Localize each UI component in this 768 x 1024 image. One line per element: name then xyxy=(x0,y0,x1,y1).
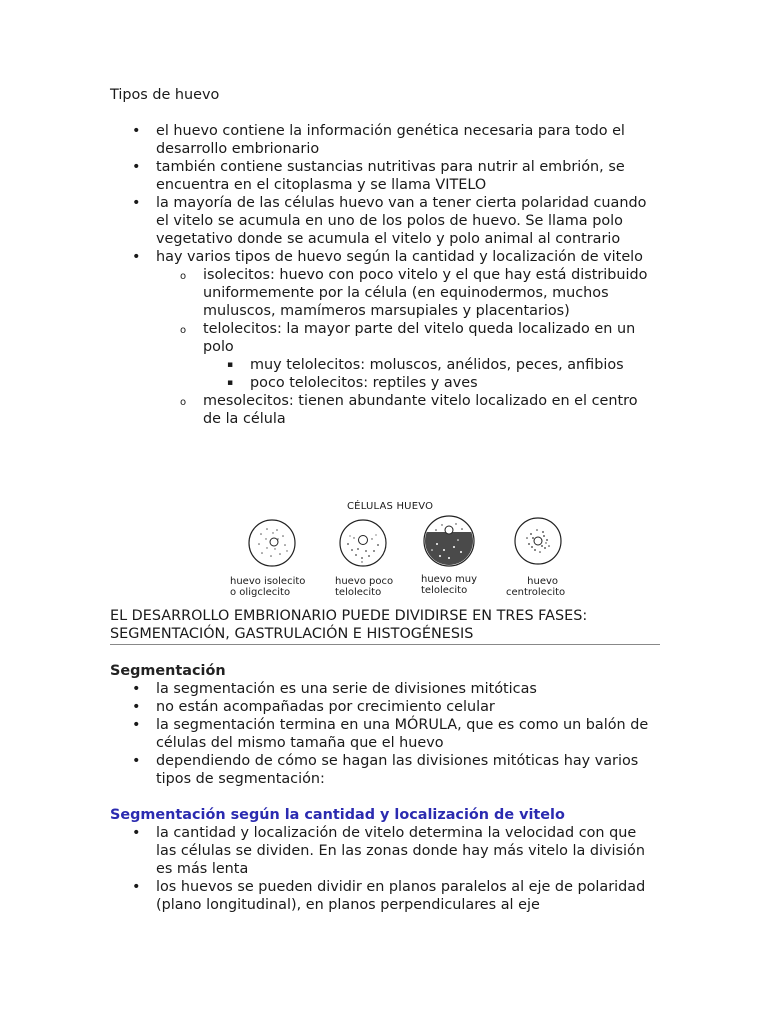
list-item-text: la cantidad y localización de vitelo determina la velocidad con que las células se dividen. En las zonas donde hay más vitelo la división es más lenta xyxy=(156,825,645,877)
label-line: huevo muy xyxy=(421,574,478,585)
list-item-text: los huevos se pueden dividir en planos paralelos al eje de polaridad (plano longitudinal), en planos perpendiculares al eje xyxy=(156,879,646,913)
list-item xyxy=(110,248,660,428)
list-item xyxy=(110,716,660,752)
list-item-text: la segmentación es una serie de divisiones mitóticas xyxy=(156,681,537,697)
egg-bullets xyxy=(110,122,660,428)
list-item xyxy=(110,194,660,248)
list-item xyxy=(110,698,660,716)
list-item-text: la segmentación termina en una MÓRULA, que es como un balón de células del mismo tamaña que el huevo xyxy=(156,717,649,751)
list-item-text: telolecitos: la mayor parte del vitelo queda localizado en un polo xyxy=(203,321,636,355)
list-item xyxy=(110,392,660,428)
centrolecito-cell-icon xyxy=(513,516,563,566)
poco-telolecito-cell-icon xyxy=(338,518,388,568)
egg-types-list xyxy=(156,266,660,428)
list-item-text: dependiendo de cómo se hagan las divisiones mitóticas hay varios tipos de segmentación: xyxy=(156,753,639,787)
poco-telolecito-label xyxy=(335,576,393,598)
list-item xyxy=(110,266,660,320)
figure-title: CÉLULAS HUEVO xyxy=(347,501,434,512)
list-item-text: hay varios tipos de huevo según la cantidad y localización de vitelo xyxy=(156,249,643,265)
list-item-text: muy telolecitos: moluscos, anélidos, peces, anfibios xyxy=(250,357,624,373)
segmentacion-vitelo-heading: Segmentación según la cantidad y localización de vitelo xyxy=(110,807,565,823)
muy-telolecito-label xyxy=(421,574,477,596)
list-item xyxy=(110,320,660,392)
segmentacion-heading: Segmentación xyxy=(110,663,226,679)
list-item-text: poco telolecitos: reptiles y aves xyxy=(250,375,478,391)
list-item xyxy=(110,824,660,878)
list-item-text: mesolecitos: tienen abundante vitelo localizado en el centro de la célula xyxy=(203,393,638,427)
list-item xyxy=(110,752,660,788)
phases-heading: EL DESARROLLO EMBRIONARIO PUEDE DIVIDIRSE EN TRES FASES: SEGMENTACIÓN, GASTRULACIÓN E HISTOGÉNESIS xyxy=(110,607,660,645)
list-item xyxy=(110,878,660,914)
list-item xyxy=(110,158,660,194)
label-line: huevo isolecito xyxy=(230,576,306,587)
list-item-text: el huevo contiene la información genética necesaria para todo el desarrollo embrionario xyxy=(156,123,625,157)
isolecito-cell-icon xyxy=(247,518,297,568)
label-line: o oligclecito xyxy=(230,587,291,598)
label-line: huevo xyxy=(527,576,559,587)
section-title: Tipos de huevo xyxy=(110,87,220,103)
list-item xyxy=(110,356,660,374)
list-item-text: también contiene sustancias nutritivas para nutrir al embrión, se encuentra en el citoplasma y se llama VITELO xyxy=(156,159,625,193)
segmentacion-bullets xyxy=(110,680,660,788)
segmentacion-vitelo-bullets xyxy=(110,824,660,914)
list-item-text: la mayoría de las células huevo van a tener cierta polaridad cuando el vitelo se acumula en uno de los polos de huevo. Se llama polo vegetativo donde se acumula el vitelo y polo animal al contrario xyxy=(156,195,647,247)
list-item-text: isolecitos: huevo con poco vitelo y el que hay está distribuido uniformemente por la célula (en equinodermos, muchos muluscos, mamímeros marsupiales y placentarios) xyxy=(203,267,648,319)
muy-telolecito-cell-icon xyxy=(422,514,476,568)
label-line: telolecito xyxy=(421,585,468,596)
egg-cells-figure xyxy=(230,492,590,602)
list-item-text: no están acompañadas por crecimiento celular xyxy=(156,699,495,715)
centrolecito-label xyxy=(506,576,566,598)
list-item xyxy=(110,680,660,698)
label-line: centrolecito xyxy=(506,587,566,598)
label-line: telolecito xyxy=(335,587,382,598)
isolecito-label xyxy=(230,576,305,598)
list-item xyxy=(110,374,660,392)
label-line: huevo poco xyxy=(335,576,394,587)
telolecitos-list xyxy=(203,356,660,392)
list-item xyxy=(110,122,660,158)
